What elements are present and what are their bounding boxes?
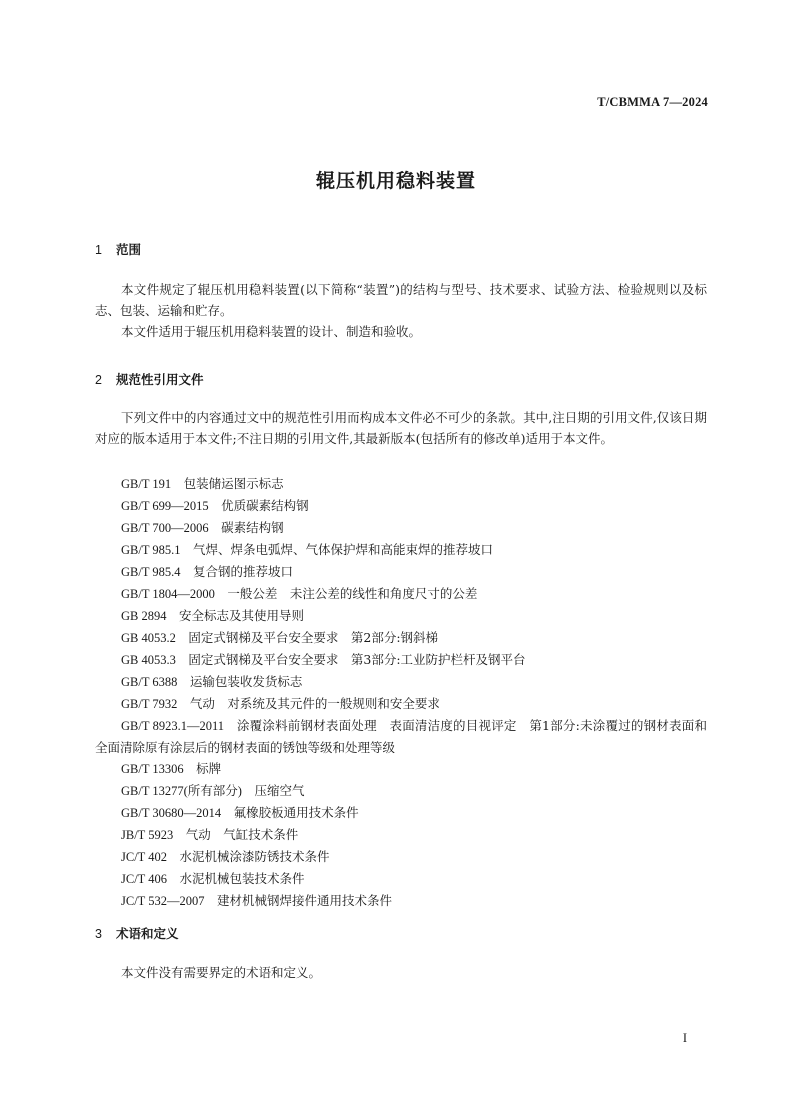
reference-code: GB/T 699—2015: [121, 499, 209, 513]
reference-code: JC/T 532—2007: [121, 894, 205, 908]
reference-title: 气动 气缸技术条件: [185, 827, 299, 842]
reference-title: 包装储运图示标志: [183, 476, 284, 491]
section-3-paragraph-1: 本文件没有需要界定的术语和定义。: [121, 965, 322, 980]
reference-item: [95, 539, 707, 561]
reference-item: [95, 758, 707, 780]
normative-references-list: [95, 473, 707, 912]
reference-title: 气焊、焊条电弧焊、气体保护焊和高能束焊的推荐坡口: [193, 542, 494, 557]
reference-title: 压缩空气: [254, 783, 305, 798]
reference-item: [95, 890, 707, 912]
section-title: 术语和定义: [116, 926, 179, 941]
document-title: 辊压机用稳料装置: [315, 170, 476, 192]
reference-title: 固定式钢梯及平台安全要求 第3部分:工业防护栏杆及钢平台: [188, 652, 526, 667]
section-number: 2: [95, 373, 102, 387]
reference-item: [95, 802, 707, 824]
reference-item: [95, 561, 707, 583]
reference-code: GB 4053.3: [121, 653, 176, 667]
reference-item: [95, 846, 707, 868]
reference-item: [95, 715, 707, 758]
standard-code: T/CBMMA 7—2024: [597, 95, 708, 109]
reference-code: GB 4053.2: [121, 631, 176, 645]
reference-item: [95, 780, 707, 802]
reference-item: [95, 495, 707, 517]
reference-item: [95, 671, 707, 693]
reference-code: GB/T 985.4: [121, 565, 181, 579]
reference-code: GB/T 6388: [121, 675, 178, 689]
section-2-heading: [95, 370, 204, 388]
reference-title: 固定式钢梯及平台安全要求 第2部分:钢斜梯: [188, 630, 439, 645]
section-2-paragraph-1: 下列文件中的内容通过文中的规范性引用而构成本文件必不可少的条款。其中,注日期的引用文件,仅该日期对应的版本适用于本文件;不注日期的引用文件,其最新版本(包括所有的修改单)适用于本文件。: [95, 410, 707, 446]
reference-code: GB/T 8923.1—2011: [121, 719, 224, 733]
reference-code: GB/T 191: [121, 477, 172, 491]
page-number: I: [682, 1031, 687, 1045]
reference-item: [95, 605, 707, 627]
reference-code: JB/T 5923: [121, 828, 174, 842]
reference-code: GB/T 7932: [121, 697, 178, 711]
reference-title: 建材机械钢焊接件通用技术条件: [216, 893, 392, 908]
reference-title: 安全标志及其使用导则: [179, 608, 305, 623]
reference-code: GB/T 985.1: [121, 543, 181, 557]
section-title: 范围: [116, 242, 142, 257]
reference-item: [95, 649, 707, 671]
reference-code: GB 2894: [121, 609, 167, 623]
reference-code: GB/T 13306: [121, 762, 184, 776]
reference-item: [95, 583, 707, 605]
section-number: 3: [95, 927, 102, 941]
reference-code: GB/T 700—2006: [121, 521, 209, 535]
reference-title: 气动 对系统及其元件的一般规则和安全要求: [189, 696, 440, 711]
reference-title: 水泥机械包装技术条件: [179, 871, 305, 886]
reference-title: 优质碳素结构钢: [221, 498, 309, 513]
reference-title: 水泥机械涂漆防锈技术条件: [179, 849, 330, 864]
reference-code: JC/T 402: [121, 850, 167, 864]
reference-code: GB/T 13277(所有部分): [121, 784, 242, 798]
reference-item: [95, 824, 707, 846]
section-1-paragraph-1: 本文件规定了辊压机用稳料装置(以下简称“装置”)的结构与型号、技术要求、试验方法、检验规则以及标志、包装、运输和贮存。: [95, 282, 707, 318]
section-1-paragraph-2: 本文件适用于辊压机用稳料装置的设计、制造和验收。: [121, 324, 422, 339]
reference-title: 标牌: [196, 761, 222, 776]
reference-title: 涂覆涂料前钢材表面处理 表面清洁度的目视评定 第1部分:未涂覆过的钢材表面和全面清除原有涂层后的钢材表面的锈蚀等级和处理等级: [95, 718, 707, 755]
section-3-heading: [95, 924, 179, 942]
reference-item: [95, 517, 707, 539]
reference-item: [95, 473, 707, 495]
section-title: 规范性引用文件: [116, 372, 204, 387]
reference-title: 运输包装收发货标志: [189, 674, 303, 689]
section-1-heading: [95, 240, 141, 258]
reference-title: 复合钢的推荐坡口: [193, 564, 294, 579]
reference-code: GB/T 30680—2014: [121, 806, 222, 820]
reference-item: [95, 868, 707, 890]
section-number: 1: [95, 243, 102, 257]
reference-item: [95, 627, 707, 649]
reference-code: JC/T 406: [121, 872, 167, 886]
reference-code: GB/T 1804—2000: [121, 587, 215, 601]
reference-title: 碳素结构钢: [221, 520, 284, 535]
reference-title: 一般公差 未注公差的线性和角度尺寸的公差: [227, 586, 478, 601]
reference-title: 氟橡胶板通用技术条件: [233, 805, 359, 820]
reference-item: [95, 693, 707, 715]
